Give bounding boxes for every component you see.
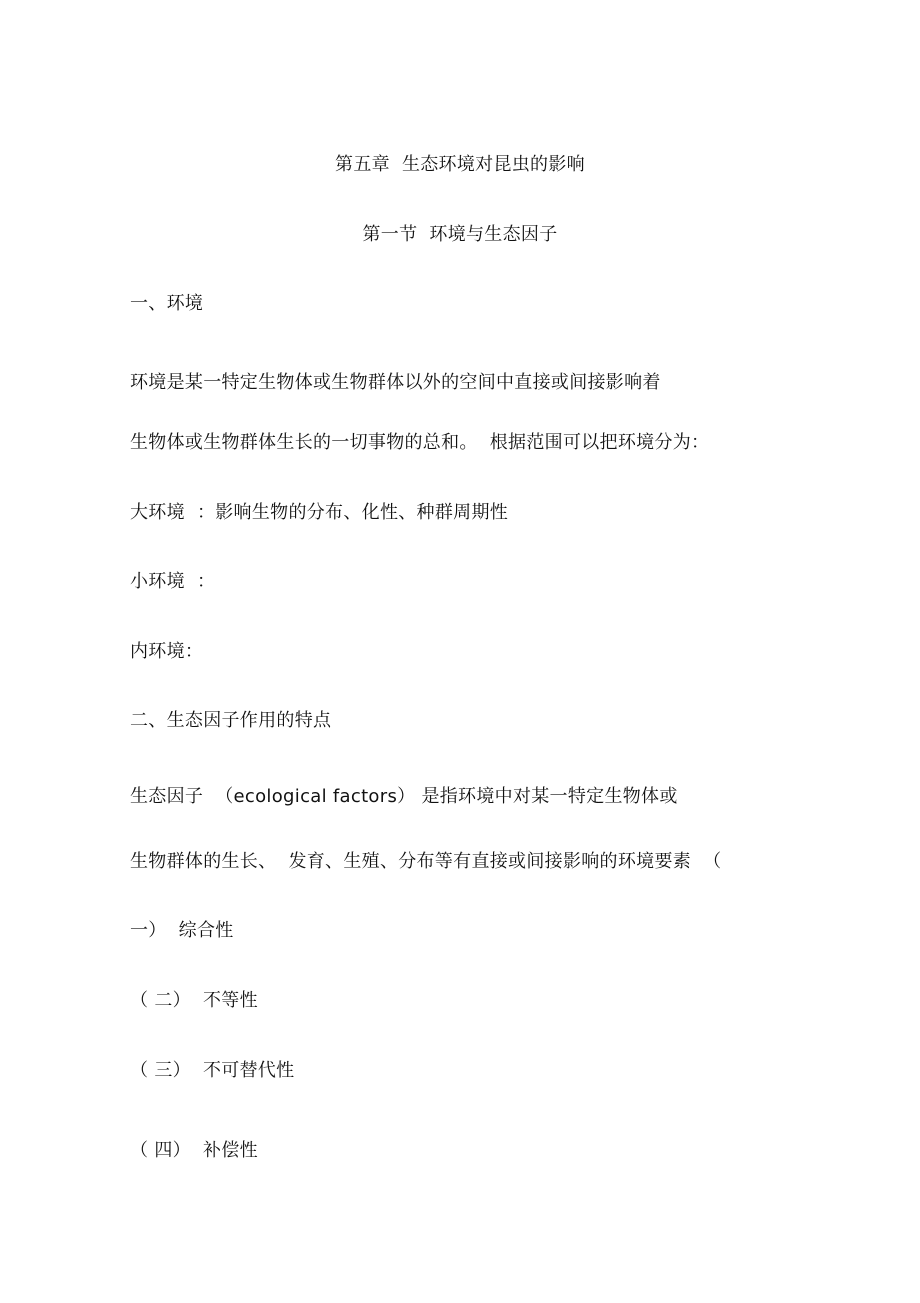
env-internal-item: 内环境： [130, 641, 204, 662]
env-large-item: 大环境 ：影响生物的分布、化性、种群周期性 [130, 502, 509, 523]
section-title: 第一节 环境与生态因子 [362, 224, 558, 245]
paragraph-line: 生物体或生物群体生长的一切事物的总和。 根据范围可以把环境分为： [130, 432, 710, 453]
list-item-unequal: （ 二） 不等性 [130, 990, 258, 1011]
heading-ecological-factors: 二、生态因子作用的特点 [130, 710, 332, 731]
heading-environment: 一、环境 [130, 293, 204, 314]
paragraph-line: 环境是某一特定生物体或生物群体以外的空间中直接或间接影响着 [130, 372, 661, 393]
list-item-irreplaceable: （ 三） 不可替代性 [130, 1060, 295, 1081]
list-item-comprehensive: 一） 综合性 [130, 920, 234, 941]
list-item-compensatory: （ 四） 补偿性 [130, 1140, 258, 1161]
paragraph-line: 生态因子 （ecological factors） 是指环境中对某一特定生物体或 [130, 786, 678, 807]
env-small-item: 小环境 ： [130, 571, 216, 592]
chapter-title: 第五章 生态环境对昆虫的影响 [335, 154, 585, 175]
paragraph-line: 生物群体的生长、 发育、生殖、分布等有直接或间接影响的环境要素 （ [130, 851, 722, 872]
